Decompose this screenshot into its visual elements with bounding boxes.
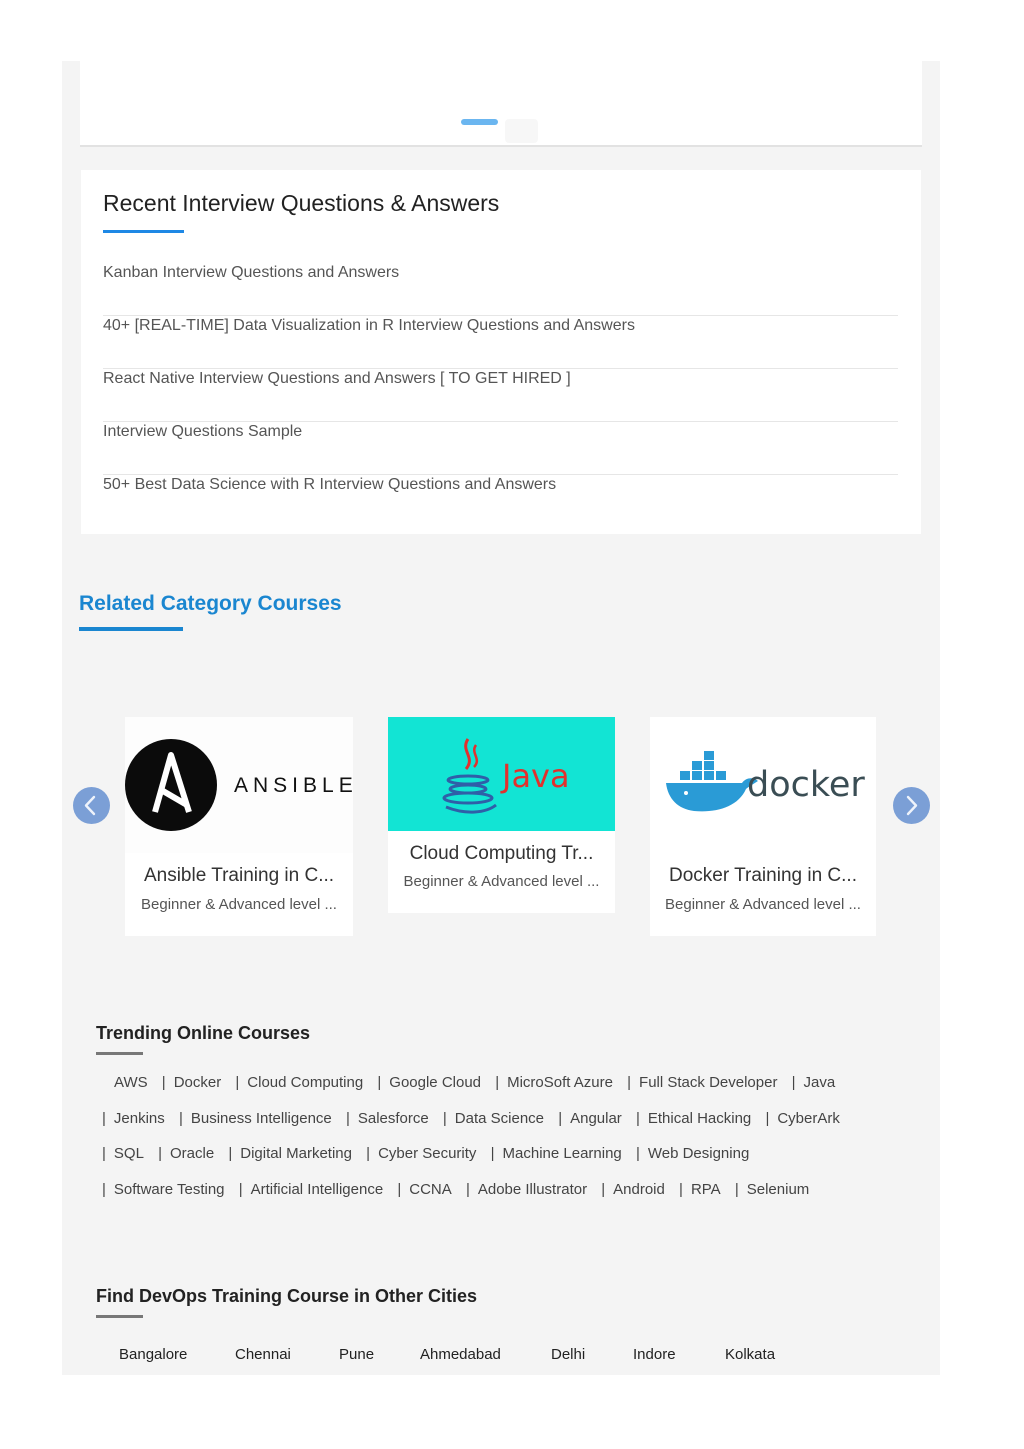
interview-link[interactable]: 40+ [REAL-TIME] Data Visualization in R Interview Questions and Answers [103,316,898,369]
recent-interview-title: Recent Interview Questions & Answers [103,190,500,216]
course-name: Cloud Computing Tr... [409,843,594,864]
trending-link[interactable]: Data Science [454,1110,545,1127]
carousel-dot[interactable] [505,119,538,143]
trending-link[interactable]: CyberArk [777,1110,840,1127]
course-name: Ansible Training in C... [143,865,335,886]
separator: | [679,1181,683,1198]
trending-link[interactable]: Web Designing [647,1145,750,1162]
carousel-dot-active[interactable] [461,119,498,125]
separator: | [178,1110,183,1127]
separator: | [235,1074,240,1091]
separator: | [102,1181,106,1198]
separator: | [601,1181,606,1198]
separator: | [442,1110,447,1127]
trending-row [102,1145,749,1162]
trending-link[interactable]: Digital Marketing [240,1145,352,1162]
city-link[interactable]: Kolkata [725,1346,776,1363]
trending-link[interactable]: CCNA [409,1181,452,1198]
separator: | [635,1145,640,1162]
city-link[interactable]: Indore [633,1346,676,1363]
trending-link[interactable]: Full Stack Developer [639,1074,778,1091]
separator: | [465,1181,470,1198]
separator: | [161,1074,166,1091]
separator: | [791,1074,796,1091]
carousel-card [80,61,922,147]
interview-link[interactable]: 50+ Best Data Science with R Interview Questions and Answers [103,476,557,493]
trending-link[interactable]: Jenkins [113,1110,165,1127]
interview-link[interactable]: React Native Interview Questions and Answers [ TO GET HIRED ] [103,369,898,422]
trending-row [114,1074,835,1091]
docker-wordmark: docker [747,765,865,805]
city-link[interactable]: Chennai [235,1346,291,1363]
interview-link[interactable]: Interview Questions Sample [103,422,898,475]
trending-link[interactable]: AWS [114,1074,148,1091]
separator: | [366,1145,371,1162]
separator: | [635,1110,640,1127]
separator: | [397,1181,402,1198]
separator: | [627,1074,632,1091]
trending-link[interactable]: Google Cloud [389,1074,482,1091]
trending-link[interactable]: Selenium [746,1181,810,1198]
trending-row [102,1181,809,1198]
trending-link[interactable]: Software Testing [113,1181,225,1198]
separator: | [490,1145,495,1162]
trending-link[interactable]: SQL [113,1145,144,1162]
trending-link[interactable]: MicroSoft Azure [507,1074,613,1091]
title-underline [96,1052,143,1055]
course-level: Beginner & Advanced level ... [665,896,861,913]
city-link[interactable]: Delhi [551,1346,586,1363]
separator: | [495,1074,500,1091]
separator: | [228,1145,233,1162]
trending-link[interactable]: Oracle [170,1145,215,1162]
trending-link[interactable]: Salesforce [357,1110,429,1127]
trending-link[interactable]: Cyber Security [378,1145,477,1162]
next-arrow-button[interactable] [893,787,930,824]
separator: | [158,1145,162,1162]
course-card-docker[interactable] [650,717,876,936]
trending-link[interactable]: Java [803,1074,836,1091]
chevron-right-icon [902,795,920,816]
title-underline [103,230,184,233]
trending-courses-title: Trending Online Courses [96,1023,311,1043]
separator: | [734,1181,739,1198]
trending-row [102,1110,840,1127]
trending-link[interactable]: Angular [570,1110,622,1127]
separator: | [102,1145,106,1162]
separator: | [558,1110,563,1127]
chevron-left-icon [82,795,100,816]
other-cities-title: Find DevOps Training Course in Other Cities [96,1286,478,1306]
separator: | [102,1110,106,1127]
trending-link[interactable]: RPA [690,1181,721,1198]
separator: | [765,1110,770,1127]
course-name: Docker Training in C... [669,865,857,886]
trending-link[interactable]: Artificial Intelligence [250,1181,384,1198]
trending-link[interactable]: Cloud Computing [247,1074,364,1091]
ansible-wordmark: ANSIBLE [234,774,358,797]
title-underline [96,1315,143,1318]
trending-link[interactable]: Business Intelligence [190,1110,332,1127]
city-link[interactable]: Bangalore [119,1346,188,1363]
interview-link[interactable]: Kanban Interview Questions and Answers [103,263,898,316]
related-courses-title: Related Category Courses [79,592,342,615]
java-wordmark: Java [502,757,570,795]
trending-link[interactable]: Ethical Hacking [647,1110,752,1127]
course-level: Beginner & Advanced level ... [141,896,337,913]
city-link[interactable]: Pune [339,1346,375,1363]
trending-link[interactable]: Docker [173,1074,222,1091]
trending-link[interactable]: Machine Learning [502,1145,622,1162]
title-underline [79,627,183,631]
course-card-ansible[interactable] [125,717,358,936]
trending-link[interactable]: Android [613,1181,665,1198]
trending-link[interactable]: Adobe Illustrator [477,1181,588,1198]
city-link[interactable]: Ahmedabad [420,1346,501,1363]
prev-arrow-button[interactable] [73,787,110,824]
separator: | [238,1181,243,1198]
course-card-cloud-computing[interactable] [388,717,615,913]
course-level: Beginner & Advanced level ... [403,873,600,890]
java-cup-icon [436,735,506,815]
separator: | [345,1110,350,1127]
separator: | [377,1074,382,1091]
